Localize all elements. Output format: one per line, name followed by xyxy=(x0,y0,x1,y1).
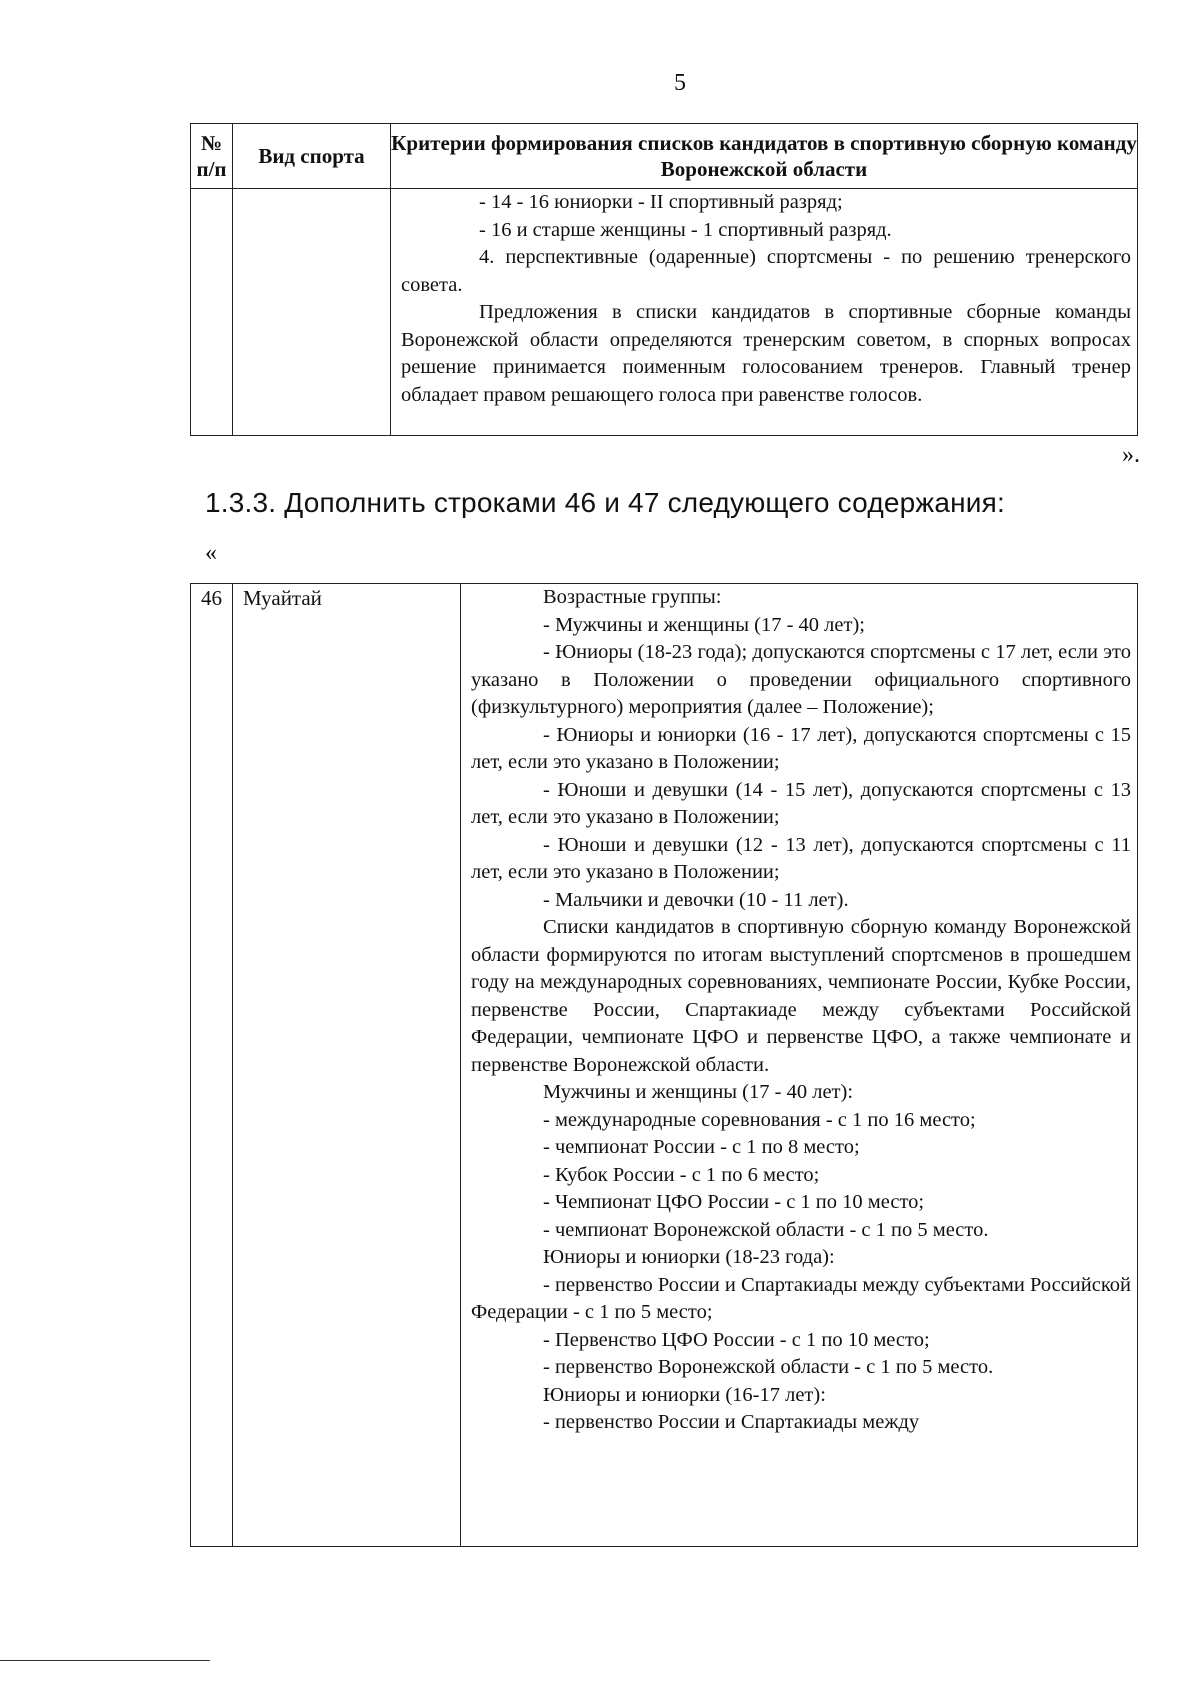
cell-criteria xyxy=(391,189,1138,436)
criteria-line: - Первенство ЦФО России - с 1 по 10 место; xyxy=(543,1328,930,1351)
criteria-line: - Мальчики и девочки (10 - 11 лет). xyxy=(543,888,849,911)
criteria-line: - Юниоры (18-23 года); допускаются спортсмены с 17 лет, если это указано в Положении о проведении официального спортивного (физкультурного) мероприятия (далее – Положение); xyxy=(471,641,1131,718)
criteria-line: Мужчины и женщины (17 - 40 лет): xyxy=(543,1081,854,1103)
criteria-line: Юниоры и юниорки (16-17 лет): xyxy=(543,1383,826,1406)
section-heading: 1.3.3. Дополнить строками 46 и 47 следующего содержания: xyxy=(205,487,1005,518)
cell-criteria xyxy=(461,584,1138,1547)
criteria-line: - чемпионат Воронежской области - с 1 по 5 место. xyxy=(543,1218,989,1241)
criteria-line: - первенство России и Спартакиады между xyxy=(543,1411,920,1433)
criteria-line: - 16 и старше женщины - 1 спортивный разряд. xyxy=(479,218,892,241)
table-header-row xyxy=(191,124,1138,189)
header-criteria: Критерии формирования списков кандидатов в спортивную сборную команду Воронежской области xyxy=(391,124,1138,189)
criteria-table-new-rows xyxy=(190,583,1138,1547)
footer-rule xyxy=(0,1660,210,1661)
criteria-line: - первенство России и Спартакиады между субъектами Российской Федерации - с 1 по 5 место; xyxy=(471,1273,1131,1323)
criteria-line: - международные соревнования - с 1 по 16 место; xyxy=(543,1108,976,1131)
criteria-line: 4. перспективные (одаренные) спортсмены - по решению тренерского совета. xyxy=(401,246,1131,296)
cell-number xyxy=(191,189,233,436)
criteria-line: - 14 - 16 юниорки - II спортивный разряд; xyxy=(479,191,843,213)
closing-quote: ». xyxy=(1122,442,1140,468)
criteria-line: - Юниоры и юниорки (16 - 17 лет), допускаются спортсмены с 15 лет, если это указано в Положении; xyxy=(471,723,1131,773)
criteria-line: - Юноши и девушки (12 - 13 лет), допускаются спортсмены с 11 лет, если это указано в Положении; xyxy=(471,833,1131,883)
criteria-line: Предложения в списки кандидатов в спортивные сборные команды Воронежской области определяются тренерским советом, в спорных вопросах решение принимается поименным голосованием тренеров. Главный тренер обладает правом решающего голоса при равенстве голосов. xyxy=(401,301,1131,406)
criteria-line: - Мужчины и женщины (17 - 40 лет); xyxy=(543,613,865,636)
cell-sport xyxy=(233,189,391,436)
criteria-line: Списки кандидатов в спортивную сборную команду Воронежской области формируются по итогам выступлений спортсменов в прошедшем году на международных соревнованиях, чемпионате России, Кубке России, первенстве России, Спартакиаде между субъектами Российской Федерации, чемпионате ЦФО и первенстве ЦФО, а также чемпионате и первенстве Воронежской области. xyxy=(471,916,1131,1076)
header-sport: Вид спорта xyxy=(233,124,391,189)
table-row xyxy=(191,584,1138,1547)
criteria-line: Юниоры и юниорки (18-23 года): xyxy=(543,1246,835,1268)
criteria-line: - Кубок России - с 1 по 6 место; xyxy=(543,1163,820,1186)
cell-number: 46 xyxy=(191,584,233,1547)
page-number: 5 xyxy=(674,70,686,96)
criteria-line: - Чемпионат ЦФО России - с 1 по 10 место; xyxy=(543,1191,925,1213)
criteria-line: - первенство Воронежской области - с 1 по 5 место. xyxy=(543,1356,994,1378)
criteria-line: - Юноши и девушки (14 - 15 лет), допускаются спортсмены с 13 лет, если это указано в Положении; xyxy=(471,778,1131,828)
opening-quote: « xyxy=(205,540,217,566)
header-number: № п/п xyxy=(191,124,233,189)
table-row xyxy=(191,189,1138,436)
criteria-line: - чемпионат России - с 1 по 8 место; xyxy=(543,1136,860,1158)
criteria-table-continued xyxy=(190,123,1138,436)
criteria-line: Возрастные группы: xyxy=(543,586,722,608)
cell-sport: Муайтай xyxy=(233,584,461,1547)
